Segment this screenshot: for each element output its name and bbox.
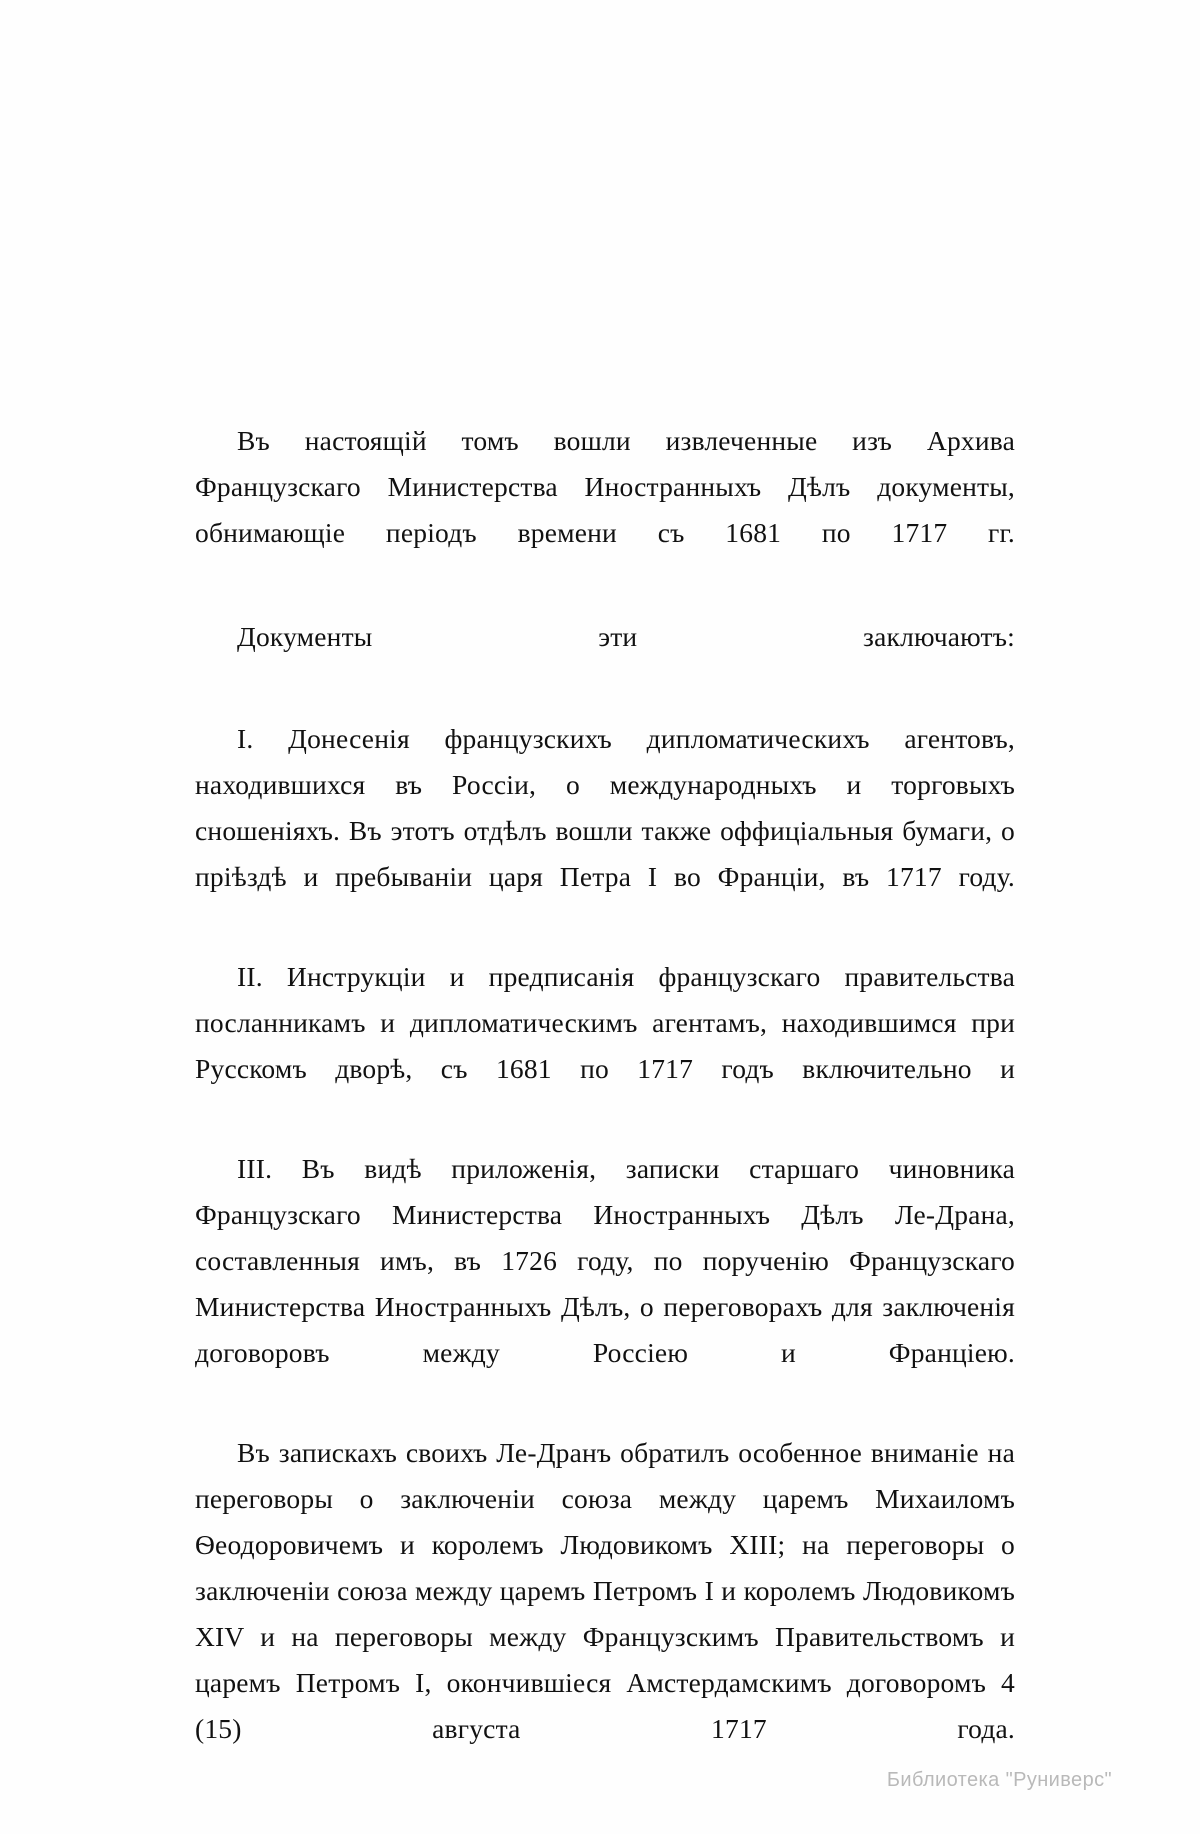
paragraph-closing: Въ запискахъ своихъ Ле-Дранъ обратилъ особенное вниманіе на переговоры о заключеніи союза между царемъ Михаиломъ Ѳеодоровичемъ и королемъ Людовикомъ XIII; на переговоры о заключеніи союза между царемъ Петромъ I и королемъ Людовикомъ XIV и на переговоры между Французскимъ Правительствомъ и царемъ Петромъ I, окончившіеся Амстердамскимъ договоромъ 4 (15) августа 1717 года. — [195, 1437, 1015, 1744]
body-text — [195, 418, 1015, 1798]
paragraph-section-i: I. Донесенія французскихъ дипломатическихъ агентовъ, находившихся въ Россіи, о международныхъ и торговыхъ сношеніяхъ. Въ этотъ отдѣлъ вошли также оффиціальныя бумаги, о пріѣздѣ и пребываніи царя Петра I во Франціи, въ 1717 году. — [195, 723, 1015, 892]
paragraph-section-ii: II. Инструкціи и предписанія французскаго правительства посланникамъ и дипломатическимъ агентамъ, находившимся при Русскомъ дворѣ, съ 1681 по 1717 годъ включительно и — [195, 961, 1015, 1084]
paragraph-lead-in: Документы эти заключаютъ: — [237, 621, 1015, 652]
paragraph-section-iii: III. Въ видѣ приложенія, записки старшаго чиновника Французскаго Министерства Иностранныхъ Дѣлъ Ле-Драна, составленныя имъ, въ 1726 году, по порученію Французскаго Министерства Иностранныхъ Дѣлъ, о переговорахъ для заключенія договоровъ между Россіею и Франціею. — [195, 1153, 1015, 1368]
paragraph-intro: Въ настоящій томъ вошли извлеченные изъ Архива Французскаго Министерства Иностранныхъ Дѣлъ документы, обнимающіе періодъ времени съ 1681 по 1717 гг. — [195, 425, 1015, 548]
library-watermark: Библиотека "Руниверс" — [886, 1769, 1112, 1791]
